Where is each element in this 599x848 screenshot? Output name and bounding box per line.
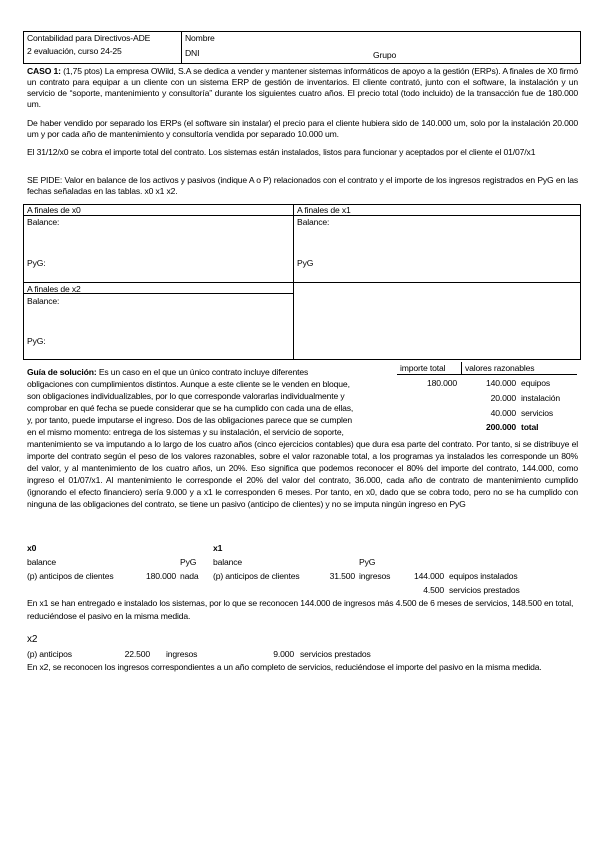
x0-pyg-label: PyG: <box>27 258 46 268</box>
x1-income-label: ingresos <box>359 571 391 581</box>
header-divider <box>181 31 182 64</box>
group-label: Grupo <box>373 50 397 60</box>
fair-value-label: servicios <box>521 408 554 418</box>
fair-value-col-total: importe total <box>400 363 446 373</box>
x1-income-2: 4.500 <box>423 585 444 595</box>
x2-header: A finales de x2 <box>27 284 81 294</box>
x1-pyg-heading: PyG <box>359 557 376 567</box>
answer-table-row-line <box>23 282 581 283</box>
x0-entry-heading: x0 <box>27 543 37 553</box>
x1-income-1-label: equipos instalados <box>449 571 518 581</box>
case-paragraph-3: El 31/12/x0 se cobra el importe total del contrato. Los sistemas están instalados, listos para funcionar y aceptados por el cliente el 01/07/x1 <box>27 147 536 157</box>
fair-value-total-amount: 200.000 <box>485 422 516 432</box>
x1-account: (p) anticipos de clientes <box>213 571 300 581</box>
x2-account: (p) anticipos <box>27 649 72 659</box>
x1-balance-label: Balance: <box>297 217 330 227</box>
x1-note: En x1 se han entregado e instalado los sistemas, por lo que se reconocen 144.000 de ingresos más 4.500 de 6 meses de servicios, 148.500 en total, reduciéndose el pasivo en la misma medida. <box>27 598 574 621</box>
x2-balance-label: Balance: <box>27 296 60 306</box>
fair-value-amount: 20.000 <box>490 393 516 403</box>
x1-income-2-label: servicios prestados <box>449 585 520 595</box>
x2-income: 9.000 <box>273 649 294 659</box>
session-label: 2 evaluación, curso 24-25 <box>27 46 122 56</box>
x0-pyg-heading: PyG <box>180 557 197 567</box>
x0-account: (p) anticipos de clientes <box>27 571 114 581</box>
guide-line: en el mismo momento: entrega de los sistemas y su instalación, el servicio de soporte, <box>27 427 344 437</box>
course-title: Contabilidad para Directivos-ADE <box>27 33 151 43</box>
x0-pyg-value: nada <box>180 571 199 581</box>
guide-line: son obligaciones individualizables, por lo que corresponde valorarlas individualmente y <box>27 391 345 401</box>
x2-entry-heading: x2 <box>27 634 38 645</box>
x2-note: En x2, se reconocen los ingresos correspondientes a un año completo de servicios, reduciéndose el importe del pasivo en la misma medida. <box>27 662 542 672</box>
fair-value-label: equipos <box>521 378 551 388</box>
guide-line: comprobar en qué fecha se puede considerar que se ha cumplido con cada una de ellas, <box>27 403 354 413</box>
guide-line: obligaciones con cumplimientos distintos. Aunque a este cliente se le venden en bloque, <box>27 379 350 389</box>
x1-income-1: 144.000 <box>413 571 444 581</box>
fair-value-amount: 140.000 <box>485 378 516 388</box>
case-title: CASO 1: <box>27 66 61 76</box>
x1-entry-heading: x1 <box>213 543 223 553</box>
fair-value-total-label: total <box>521 422 539 432</box>
x1-amount: 31.500 <box>329 571 355 581</box>
x2-income-label: ingresos <box>166 649 198 659</box>
name-label: Nombre <box>185 33 215 43</box>
fair-value-amount: 40.000 <box>490 408 516 418</box>
x0-balance-heading: balance <box>27 557 57 567</box>
fair-value-col-fair: valores razonables <box>465 363 535 373</box>
fair-value-label: instalación <box>521 393 560 403</box>
dni-label: DNI <box>185 48 200 58</box>
x0-header: A finales de x0 <box>27 205 81 215</box>
case-text-1: (1,75 ptos) La empresa OWild, S.A se dedica a vender y mantener sistemas informáticos de apoyo a la gestión (ERPs). A finales de X0 firmó un contrato para equipar a un cliente con un sistema ERP de gestión de inventarios. El cliente contrató, junto con el software, la instalación y un servicio de “soporte, mantenimiento y consultoría” durante los siguientes cuatro años. El precio total (todo incluido) de la transacción fue de 180.000 um. <box>27 66 578 110</box>
x2-pyg-label: PyG: <box>27 336 46 346</box>
x0-amount: 180.000 <box>145 571 176 581</box>
case-paragraph-1 <box>27 66 578 110</box>
fair-value-total-price: 180.000 <box>426 378 457 388</box>
guide-line-1 <box>27 367 308 378</box>
x2-income-desc: servicios prestados <box>300 649 371 659</box>
x1-pyg-label: PyG <box>297 258 314 268</box>
x0-balance-label: Balance: <box>27 217 60 227</box>
case-paragraph-4: SE PIDE: Valor en balance de los activos y pasivos (indique A o P) relacionados con el contrato y el importe de los ingresos registrados en PyG en las fechas señaladas en las tablas. x0 x1 x2. <box>27 175 578 197</box>
guide-title: Guía de solución: <box>27 367 97 377</box>
guide-text: Es un caso en el que un único contrato incluye diferentes <box>98 367 309 377</box>
guide-continuation: mantenimiento se va imputando a lo largo de los cuatro años (cinco ejercicios contables) que dura esa parte del contrato. Por tanto, si se distribuye el importe del contrato según el peso de los valores razonables, sobre el valor razonable total, a los programas ya instalados les corresponde un 80% del valor, y al mantenimiento de los cuatro años, un 20%. Eso significa que podemos reconocer el 80% del importe del contrato, 144.000, como ingreso el 01/07/x1. Al mantenimiento le corresponde el 20% del valor del contrato, 36.000, cada año de contrato de mantenimiento cumplido (ignorando el efecto financiero) sería 9.000 y a x1 le corresponden 6 meses. Por tanto, en x0, dado que se cobra todo, pero no se ha cumplido con ninguna de las obligaciones del contrato, se tiene un pasivo (anticipo de clientes) y no se imputa ningún ingreso en PyG <box>27 439 578 509</box>
case-paragraph-2: De haber vendido por separado los ERPs (el software sin instalar) el precio para el cliente hubiera sido de 140.000 um, solo por la instalación 20.000 um y por cada año de mantenimiento y consultoría vendida por separado 10.000 um. <box>27 118 578 140</box>
fair-value-header-line <box>397 374 577 375</box>
x2-amount: 22.500 <box>124 649 150 659</box>
x1-header: A finales de x1 <box>297 205 351 215</box>
guide-line: y, por tanto, puede imputarse el ingreso. Dos de las obligaciones parece que se cumplen <box>27 415 353 425</box>
x1-balance-heading: balance <box>213 557 243 567</box>
fair-value-col-divider <box>461 362 462 374</box>
